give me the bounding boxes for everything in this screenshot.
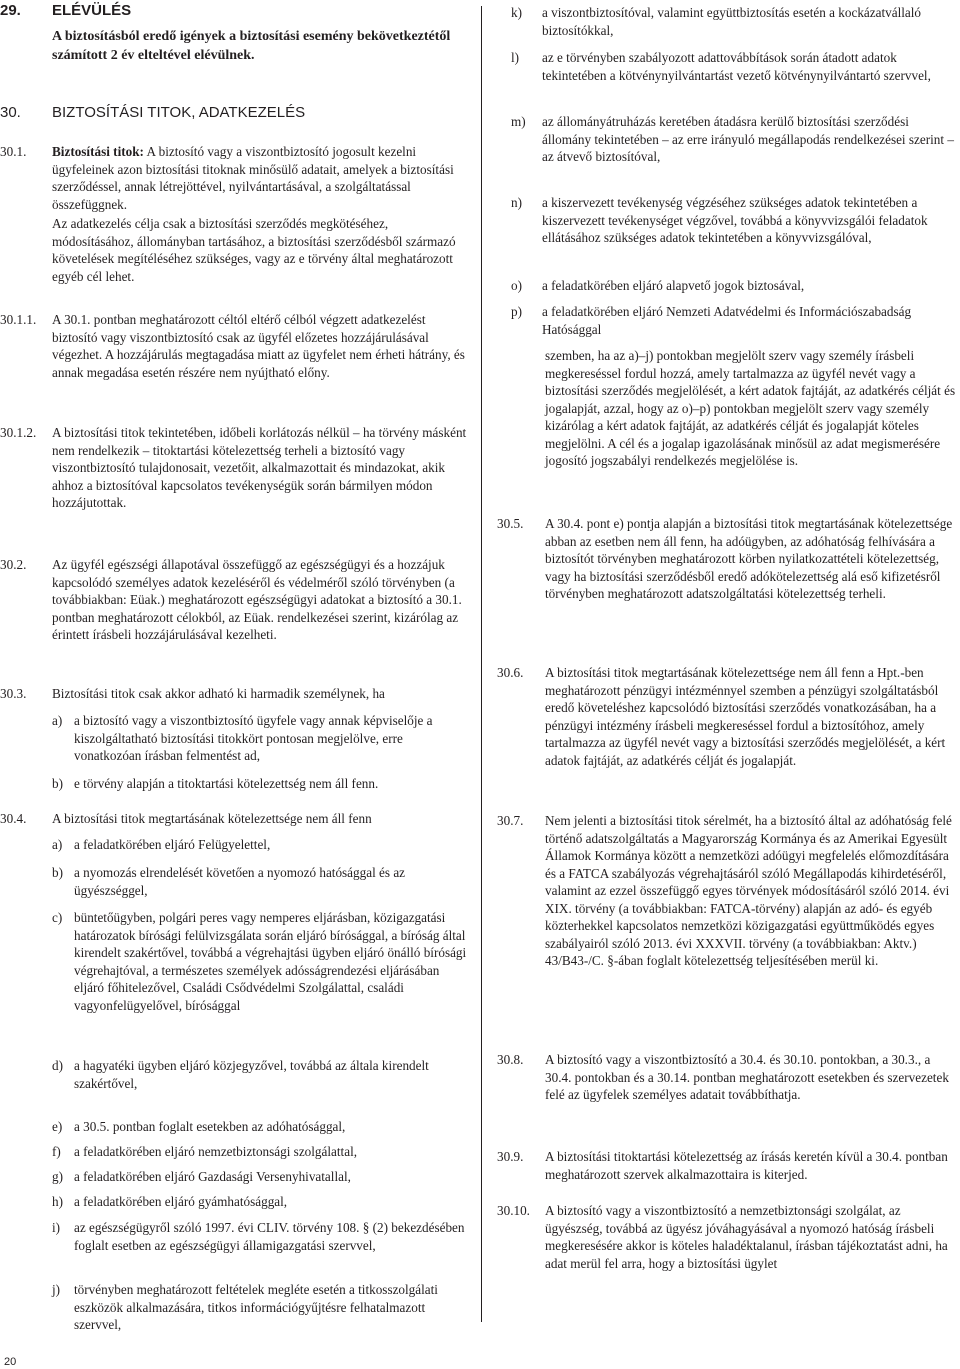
list-label: b) bbox=[52, 865, 63, 880]
list-label: l) bbox=[511, 50, 520, 65]
paragraph-text: Biztosítási titok csak akkor adható ki harmadik személynek, ha bbox=[52, 686, 385, 701]
list-item-30-4-c bbox=[52, 909, 468, 1014]
list-label: c) bbox=[52, 910, 63, 925]
list-item-30-4-p bbox=[511, 303, 958, 338]
list-item-30-4-m bbox=[511, 113, 958, 166]
list-text: a 30.5. pontban foglalt esetekben az adóhatósággal, bbox=[74, 1119, 346, 1134]
paragraph-number: 30.6. bbox=[497, 665, 524, 680]
list-label: m) bbox=[511, 114, 526, 129]
list-text: az egészségügyről szóló 1997. évi CLIV. törvény 108. § (2) bekezdésében foglalt esetben az egészségügyi államigazgatási szervvel, bbox=[74, 1220, 465, 1253]
list-item-30-4-o bbox=[511, 277, 958, 295]
list-text: a feladatkörében eljáró Gazdasági Versenyhivatallal, bbox=[74, 1169, 351, 1184]
list-text: a nyomozás elrendelését követően a nyomozó hatósággal és az ügyészséggel, bbox=[74, 865, 406, 898]
paragraph-number: 30.9. bbox=[497, 1149, 524, 1164]
list-text: a feladatkörében eljáró Nemzeti Adatvédelmi és Információszabadság Hatósággal bbox=[542, 304, 912, 337]
paragraph-text: A biztosító vagy a viszontbiztosító jogosult kezelni ügyfeleinek azon biztosítási titoknak minősülő adatait, amelyek a biztosítási szerződéssel, annak létrejöttével, nyilvántartásával, a szolgáltatással összefüggnek. bbox=[52, 144, 454, 212]
paragraph-text: Az ügyfél egészségi állapotával összefüggő az egészségügyi és a hozzájuk kapcsolódó személyes adatok kezeléséről és védelméről szóló törvényben (a továbbiakban: Eüak.) meghatározott egészségügyi adatokat a biztosító a 30.1. pontban meghatározott célokból, az Eüak. rendelkezései szerint, kizárólag az érintett írásbeli hozzájárulásával kezelheti. bbox=[52, 557, 462, 642]
section-29-text: A biztosításból eredő igények a biztosítási esemény bekövetkeztétől számított 2 év elteltével elévülnek. bbox=[52, 29, 451, 63]
list-label: o) bbox=[511, 278, 522, 293]
list-text: a feladatkörében eljáró alapvető jogok biztosával, bbox=[542, 278, 805, 293]
paragraph-text: Nem jelenti a biztosítási titok sérelmét, ha a biztosító által az adóhatóság felé történő adatszolgáltatás a Magyarország Kormánya és az Amerikai Egyesült Államok Kormánya között a nemzetközi adóügyi megfelelés előmozdítására és a FATCA szabályozás végrehajtásáról szóló Megállapodás kihirdetéséről, valamint az ezzel összefüggő egyes törvények módosításáról szóló 2014. évi XIX. törvény (a továbbiakban: FATCA-törvény) alapján az adó- és egyéb közterhekkel kapcsolatos nemzetközi közigazgatási együttműködés egyes szabályairól szóló 2013. évi XXXVII. törvény (a továbbiakban: Aktv.) 43/B43-/C. §-ában foglalt kötelezettség teljesítésében merül ki. bbox=[545, 813, 952, 968]
list-label: j) bbox=[52, 1282, 61, 1297]
list-item-30-4-b bbox=[52, 864, 468, 899]
paragraph-30-4 bbox=[0, 810, 468, 828]
paragraph-30-9 bbox=[497, 1148, 958, 1183]
list-item-30-4-n bbox=[511, 194, 958, 247]
list-label: d) bbox=[52, 1058, 63, 1073]
paragraph-number: 30.2. bbox=[0, 557, 27, 572]
list-item-30-3-b bbox=[52, 775, 468, 793]
section-29-number: 29. bbox=[0, 2, 21, 19]
paragraph-number: 30.8. bbox=[497, 1052, 524, 1067]
paragraph-30-1 bbox=[0, 143, 468, 213]
paragraph-number: 30.5. bbox=[497, 516, 524, 531]
list-item-30-4-a bbox=[52, 836, 468, 854]
paragraph-30-5 bbox=[497, 515, 958, 603]
list-item-30-4-g bbox=[52, 1168, 468, 1186]
paragraph-30-10 bbox=[497, 1202, 958, 1272]
section-30-heading bbox=[0, 104, 305, 122]
paragraph-30-4-continuation: szemben, ha az a)–j) pontokban megjelölt szerv vagy személy írásbeli megkereséssel fordul hozzá, amely tartalmazza az ügyfél nevét vagy a biztosítási szerződés megjelölését, a kért adatok fajtáját, az adatkérés célját és jogalapját, azzal, hogy az o)–p) pontokban megjelölt szerv vagy személy kizárólag a kért adatok fajtáját, az adatkérés célját és jogalapját köteles megjelölni. A cél és a jogalap igazolásának minősül az adat megismerésére jogosító jogszabályi rendelkezés megjelölése is. bbox=[545, 348, 956, 468]
list-label: a) bbox=[52, 837, 63, 852]
paragraph-number: 30.10. bbox=[497, 1203, 530, 1218]
list-text: a hagyatéki ügyben eljáró közjegyzővel, továbbá az általa kirendelt szakértővel, bbox=[74, 1058, 429, 1091]
section-30-number: 30. bbox=[0, 104, 21, 121]
list-item-30-4-d bbox=[52, 1057, 468, 1092]
list-text: az állományátruházás keretében átadásra kerülő biztosítási szerződési állomány tekintetében – az erre irányuló megállapodás rendelkezései szerint – az átvevő biztosítóval, bbox=[542, 114, 954, 164]
list-label: f) bbox=[52, 1144, 61, 1159]
list-label: i) bbox=[52, 1220, 61, 1235]
paragraph-30-1-purpose: Az adatkezelés célja csak a biztosítási szerződés megkötéséhez, módosításához, állományban tartásához, a biztosítási szerződésből származó követelések megítéléséhez szükséges, vagy az e törvény által meghatározott egyéb cél lehet. bbox=[52, 216, 456, 284]
list-item-30-4-f bbox=[52, 1143, 468, 1161]
list-text: büntetőügyben, polgári peres vagy nemperes eljárásban, közigazgatási határozatok bírósági felülvizsgálata során eljáró bírósággal, a bíróság által kirendelt szakértővel, továbbá a végrehajtási ügyben eljáró önálló bírósági végrehajtóval, a természetes személyek adósságrendezési eljárásában eljáró főhitelezővel, Családi Csődvédelmi Szolgálattal, családi vagyonfelügyelővel, bírósággal bbox=[74, 910, 467, 1013]
list-item-30-4-k bbox=[511, 4, 958, 39]
list-text: törvényben meghatározott feltételek megléte esetén a titkosszolgálati eszközök alkalmazására, titkos információgyűjtésre felhatalmazott szervvel, bbox=[74, 1282, 438, 1332]
list-text: a viszontbiztosítóval, valamint együttbiztosítás esetén a kockázatvállaló biztosítókkal, bbox=[542, 5, 922, 38]
list-item-30-4-h bbox=[52, 1193, 468, 1211]
paragraph-30-3 bbox=[0, 685, 468, 703]
section-30-title: BIZTOSÍTÁSI TITOK, ADATKEZELÉS bbox=[52, 104, 306, 121]
paragraph-text: A biztosítási titok megtartásának kötelezettsége nem áll fenn bbox=[52, 811, 372, 826]
paragraph-30-1-1 bbox=[0, 311, 468, 381]
section-29-heading bbox=[0, 2, 131, 20]
list-text: a feladatkörében eljáró Felügyelettel, bbox=[74, 837, 271, 852]
list-text: a kiszervezett tevékenység végzéséhez szükséges adatok tekintetében a kiszervezett tevékenységet végzővel, továbbá a könyvvizsgálói feladatok ellátásához szükséges adatok tekintetében a könyvvizsgálóval, bbox=[542, 195, 928, 245]
page-number: 20 bbox=[4, 1356, 17, 1368]
list-text: a biztosító vagy a viszontbiztosító ügyfele vagy annak képviselője a kiszolgáltatható biztosítási titokkört pontosan megjelölve, erre vonatkozóan írásban felmentést ad, bbox=[74, 713, 433, 763]
paragraph-text: A biztosítási titoktartási kötelezettség az írásás keretén kívül a 30.4. pontban meghatározott szervek alkalmazottaira is kiterjed. bbox=[545, 1149, 948, 1182]
paragraph-lead: Biztosítási titok: bbox=[52, 144, 144, 159]
paragraph-30-1-2 bbox=[0, 424, 468, 512]
paragraph-number: 30.1.1. bbox=[0, 312, 37, 327]
paragraph-number: 30.1.2. bbox=[0, 425, 37, 440]
paragraph-number: 30.3. bbox=[0, 686, 27, 701]
list-text: e törvény alapján a titoktartási kötelezettség nem áll fenn. bbox=[74, 776, 379, 791]
list-label: p) bbox=[511, 304, 522, 319]
list-text: az e törvényben szabályozott adattovábbítások során átadott adatok tekintetében a kötvénynyilvántartást vezető kötvénynyilvántartó szervvel, bbox=[542, 50, 931, 83]
list-item-30-4-e bbox=[52, 1118, 468, 1136]
paragraph-text: A biztosítási titok tekintetében, időbeli korlátozás nélkül – ha törvény másként nem rendelkezik – titoktartási kötelezettség terheli a biztosító vagy viszontbiztosító tulajdonosait, vezetőit, alkalmazottait és mindazokat, akik ahhoz a biztosítóval kapcsolatos tevékenységük során bármilyen módon hozzájutottak. bbox=[52, 425, 467, 510]
paragraph-number: 30.1. bbox=[0, 144, 27, 159]
paragraph-30-6 bbox=[497, 664, 958, 769]
paragraph-text: A biztosító vagy a viszontbiztosító a nemzetbiztonsági szolgálat, az ügyészség, továbbá az ügyész jóváhagyásával a nyomozó hatóság írásbeli megkeresésére akkor is köteles haladéktalanul, írásban tájékoztatást adni, ha adat merül fel arra, hogy a biztosítási ügylet bbox=[545, 1203, 948, 1271]
list-label: b) bbox=[52, 776, 63, 791]
list-item-30-3-a bbox=[52, 712, 468, 765]
list-label: e) bbox=[52, 1119, 63, 1134]
paragraph-text: A biztosítási titok megtartásának kötelezettsége nem áll fenn a Hpt.-ben meghatározott pénzügyi intézménnyel szemben a pénzügyi szolgáltatásból eredő követeléshez kapcsolódó biztosítási szerződés vonatkozásában, ha a pénzügyi intézmény írásbeli megkereséssel fordul a biztosítóhoz, amely tartalmazza az ügyfél nevét vagy a biztosítási szerződés megjelölését, a kért adatok fajtáját, az adatkérés célját és jogalapját. bbox=[545, 665, 946, 768]
paragraph-text: A 30.1. pontban meghatározott céltól eltérő célból végzett adatkezelést biztosító vagy viszontbiztosító csak az ügyfél előzetes hozzájárulásával végezhet. A hozzájárulás megtagadása miatt az ügyfelet nem érheti hátrány, és annak megadása esetén részére nem nyújtható előny. bbox=[52, 312, 465, 380]
list-item-30-4-i bbox=[52, 1219, 468, 1254]
paragraph-number: 30.4. bbox=[0, 811, 27, 826]
paragraph-30-8 bbox=[497, 1051, 958, 1104]
list-text: a feladatkörében eljáró gyámhatósággal, bbox=[74, 1194, 288, 1209]
list-label: g) bbox=[52, 1169, 63, 1184]
paragraph-number: 30.7. bbox=[497, 813, 524, 828]
list-label: k) bbox=[511, 5, 522, 20]
list-label: h) bbox=[52, 1194, 63, 1209]
paragraph-text: A 30.4. pont e) pontja alapján a biztosítási titok megtartásának kötelezettsége abban az esetben nem áll fenn, ha adóügyben, az adóhatóság felhívására a biztosítót törvényben meghatározott körben nyilatkozattételi kötelezettség, vagy ha biztosítási szerződésből eredő adókötelezettség alá eső kifizetésről törvényben meghatározott adatszolgáltatási kötelezettség terheli. bbox=[545, 516, 953, 601]
list-text: a feladatkörében eljáró nemzetbiztonsági szolgálattal, bbox=[74, 1144, 358, 1159]
list-item-30-4-l bbox=[511, 49, 958, 84]
list-label: n) bbox=[511, 195, 522, 210]
section-29-title: ELÉVÜLÉS bbox=[52, 2, 132, 19]
paragraph-text: A biztosító vagy a viszontbiztosító a 30.4. és 30.10. pontokban, a 30.3., a 30.4. pontokban és a 30.14. pontban meghatározott esetekben és szervezetek felé az ügyfelek személyes adatait továbbíthatja. bbox=[545, 1052, 949, 1102]
list-item-30-4-j bbox=[52, 1281, 468, 1334]
column-divider bbox=[481, 6, 482, 1322]
list-label: a) bbox=[52, 713, 63, 728]
paragraph-30-7 bbox=[497, 812, 958, 970]
paragraph-30-2 bbox=[0, 556, 468, 644]
